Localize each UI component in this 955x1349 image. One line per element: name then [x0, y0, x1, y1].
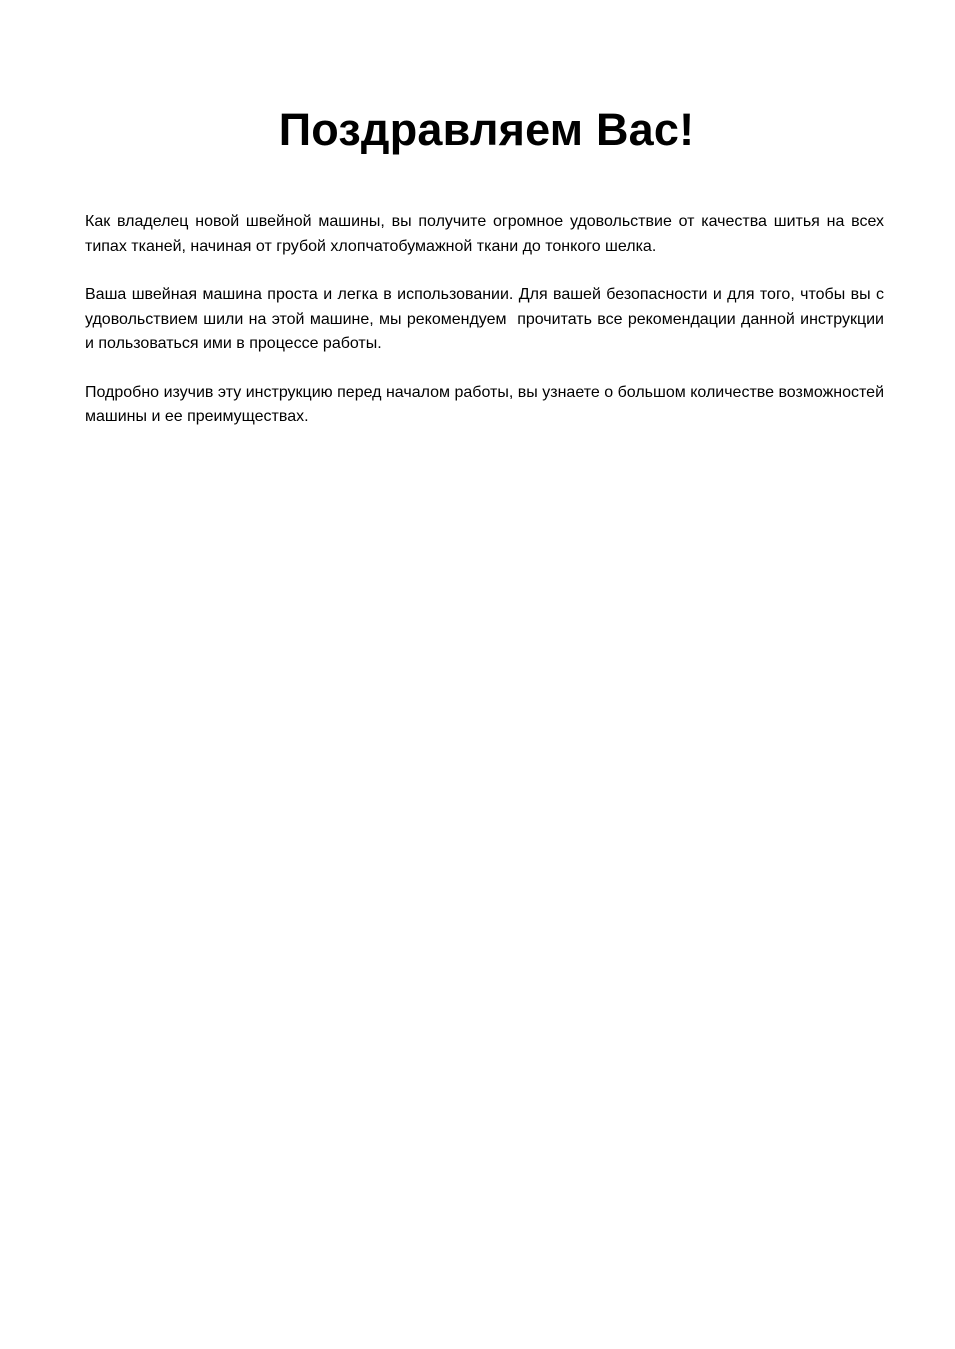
- page-title: Поздравляем Вас!: [278, 104, 695, 155]
- paragraph-features: Подробно изучив эту инструкцию перед началом работы, вы узнаете о большом количестве возможностей машины и ее преимуществах.: [85, 383, 889, 425]
- paragraph-intro: Как владелец новой швейной машины, вы получите огромное удовольствие от качества шитья на всех типах тканей, начиная от грубой хлопчатобумажной ткани до тонкого шелка.: [85, 213, 889, 255]
- paragraph-safety: Ваша швейная машина проста и легка в использовании. Для вашей безопасности и для того, чтобы вы с удовольствием шили на этой машине, мы рекомендуем прочитать все рекомендации данной инструкции и пользоваться ими в процессе работы.: [85, 286, 889, 352]
- document-body: [85, 210, 889, 430]
